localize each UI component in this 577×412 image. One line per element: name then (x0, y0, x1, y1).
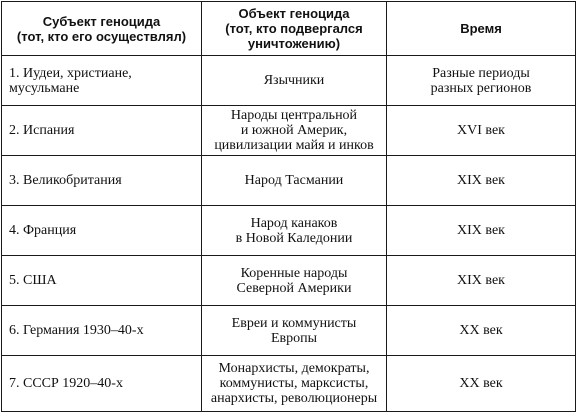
time-cell: XIX век (387, 206, 576, 256)
object-cell: Народ канаков в Новой Каледонии (202, 206, 387, 256)
object-cell: Евреи и коммунисты Европы (202, 306, 387, 356)
header-time: Время (387, 2, 576, 56)
subject-cell: 5. США (2, 256, 202, 306)
subject-cell: 2. Испания (2, 106, 202, 156)
time-cell: XIX век (387, 256, 576, 306)
object-cell: Народ Тасмании (202, 156, 387, 206)
time-cell: XIX век (387, 156, 576, 206)
object-cell: Язычники (202, 56, 387, 106)
table-row (2, 256, 576, 306)
table-header (2, 2, 576, 56)
table-row (2, 56, 576, 106)
header-object: Объект геноцида (тот, кто подвергался уничтожению) (202, 2, 387, 56)
subject-cell: 7. СССР 1920–40-х (2, 356, 202, 412)
object-cell: Коренные народы Северной Америки (202, 256, 387, 306)
subject-cell: 4. Франция (2, 206, 202, 256)
header-subject: Субъект геноцида (тот, кто его осуществлял) (2, 2, 202, 56)
table-row (2, 206, 576, 256)
table-row (2, 106, 576, 156)
object-cell: Народы центральной и южной Америк, цивилизации майя и инков (202, 106, 387, 156)
object-cell: Монархисты, демократы, коммунисты, марксисты, анархисты, революционеры (202, 356, 387, 412)
subject-cell: 6. Германия 1930–40-х (2, 306, 202, 356)
table-row (2, 306, 576, 356)
subject-cell: 3. Великобритания (2, 156, 202, 206)
header-row (2, 2, 576, 56)
time-cell: Разные периоды разных регионов (387, 56, 576, 106)
subject-cell: 1. Иудеи, христиане, мусульмане (2, 56, 202, 106)
time-cell: XX век (387, 306, 576, 356)
time-cell: XVI век (387, 106, 576, 156)
table-row (2, 156, 576, 206)
table-body (2, 56, 576, 412)
table-row (2, 356, 576, 412)
genocide-table-container (1, 1, 576, 412)
time-cell: XX век (387, 356, 576, 412)
genocide-table (1, 1, 576, 412)
